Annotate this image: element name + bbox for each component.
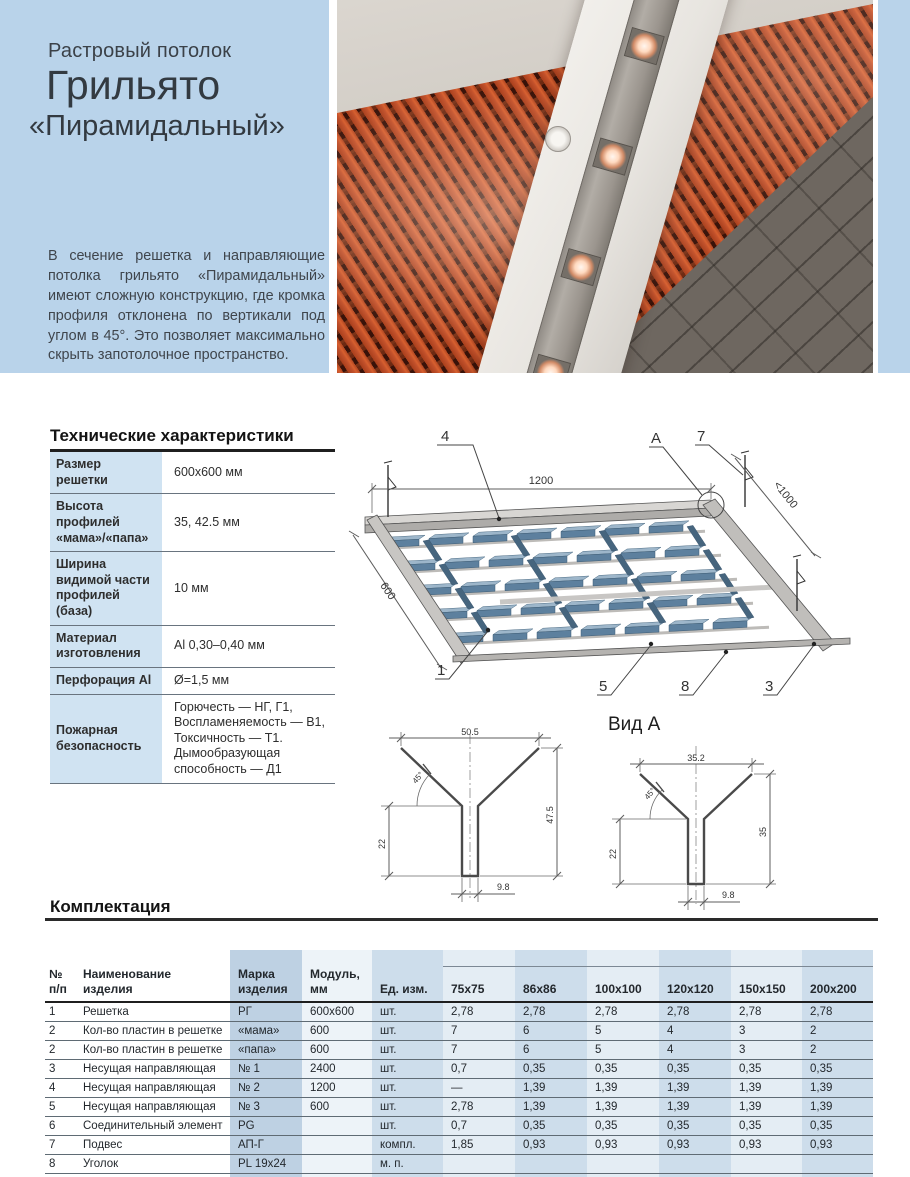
kit-cell — [302, 1136, 372, 1155]
kit-table — [45, 950, 873, 1177]
dim-1200: 1200 — [528, 475, 554, 487]
kit-cell: РГ — [230, 1002, 302, 1022]
kit-row — [45, 1002, 873, 1022]
kit-cell: 2 — [802, 1022, 873, 1041]
kit-cell: 4 — [659, 1022, 731, 1041]
kit-pad-cell — [802, 1174, 873, 1177]
recessed-lamp — [624, 27, 665, 65]
dim-1000: <1000 — [770, 479, 800, 511]
recessed-lamp — [592, 138, 633, 176]
kit-cell: 4 — [659, 1041, 731, 1060]
kit-cell — [515, 1155, 587, 1174]
kit-cell: м. п. — [372, 1155, 443, 1174]
kit-cell — [443, 1155, 515, 1174]
kit-cell: 1,39 — [515, 1079, 587, 1098]
grid-field — [345, 413, 910, 713]
dim-top-width: 50.5 — [461, 727, 479, 737]
kit-cell: Решетка — [75, 1002, 230, 1022]
kit-cell: Подвес — [75, 1136, 230, 1155]
callout-1: 1 — [437, 662, 446, 679]
table-row — [50, 451, 335, 494]
kit-cell: Уголок — [75, 1155, 230, 1174]
dim-angle: 45° — [410, 770, 426, 786]
kit-cell: 600 — [302, 1022, 372, 1041]
kit-cell: шт. — [372, 1117, 443, 1136]
kit-cell: Несущая направляющая — [75, 1079, 230, 1098]
kit-pad-cell — [45, 1174, 75, 1177]
hero-paragraph: В сечение решетка и направляющие потолка грильято «Пирамидальный» имеют сложную конструкцию, где кромка профиля отклонена по вертикали под углом в 45°. Это позволяет максимально скрыть запотолочное пространство. — [48, 248, 325, 364]
kit-col-size: 100x100 — [587, 950, 659, 1002]
kit-cell: 5 — [45, 1098, 75, 1117]
spec-label: Ширина видимой части профилей (база) — [50, 552, 162, 626]
kit-cell: 2400 — [302, 1060, 372, 1079]
kit-pad-cell — [302, 1174, 372, 1177]
kit-pad-cell — [230, 1174, 302, 1177]
kit-cell: 6 — [515, 1022, 587, 1041]
callout-8: 8 — [681, 678, 690, 695]
recessed-lamp — [560, 248, 601, 286]
kit-cell: 0,93 — [587, 1136, 659, 1155]
kit-cell: — — [443, 1079, 515, 1098]
kit-row — [45, 1117, 873, 1136]
table-row — [50, 552, 335, 626]
kit-cell: 0,35 — [515, 1060, 587, 1079]
kit-cell: «мама» — [230, 1022, 302, 1041]
kit-cell: АП-Г — [230, 1136, 302, 1155]
spec-value: 600x600 мм — [162, 451, 335, 494]
kit-cell: Несущая направляющая — [75, 1060, 230, 1079]
kit-cell: шт. — [372, 1079, 443, 1098]
kit-cell: PL 19x24 — [230, 1155, 302, 1174]
kit-cell: 600 — [302, 1041, 372, 1060]
dim-height: 35 — [758, 826, 768, 838]
kit-cell: 2 — [45, 1041, 75, 1060]
kit-cell: 0,35 — [731, 1117, 802, 1136]
kit-cell: шт. — [372, 1022, 443, 1041]
kit-cell: PG — [230, 1117, 302, 1136]
kit-col-name: Наименование изделия — [75, 950, 230, 1002]
dim-top-width: 35.2 — [687, 753, 705, 763]
kit-cell: 1,39 — [731, 1079, 802, 1098]
hanger-icon — [741, 451, 753, 507]
kit-row — [45, 1041, 873, 1060]
kit-cell — [802, 1155, 873, 1174]
kit-cell: 0,7 — [443, 1060, 515, 1079]
kit-cell: 1,39 — [659, 1079, 731, 1098]
page-title: Грильято — [46, 62, 221, 108]
kit-cell: 2,78 — [659, 1002, 731, 1022]
kit-pad-row — [45, 1174, 873, 1177]
kit-cell: шт. — [372, 1002, 443, 1022]
page-subtitle: «Пирамидальный» — [29, 110, 285, 142]
kit-cell: 8 — [45, 1155, 75, 1174]
kit-col-size: 86x86 — [515, 950, 587, 1002]
kit-cell: 6 — [515, 1041, 587, 1060]
kit-row — [45, 1136, 873, 1155]
kit-pad-cell — [372, 1174, 443, 1177]
kit-cell: 1,39 — [802, 1098, 873, 1117]
kit-cell: Кол-во пластин в решетке — [75, 1041, 230, 1060]
kit-cell — [587, 1155, 659, 1174]
kit-cell: 600 — [302, 1098, 372, 1117]
hero-panel — [0, 0, 329, 373]
profile-section-small — [588, 734, 783, 916]
kit-pad-cell — [515, 1174, 587, 1177]
kit-cell: 2,78 — [731, 1002, 802, 1022]
kit-cell: 1,39 — [587, 1079, 659, 1098]
kit-cell: № 3 — [230, 1098, 302, 1117]
callout-5: 5 — [599, 678, 608, 695]
kit-cell: 0,35 — [659, 1060, 731, 1079]
spec-value: 10 мм — [162, 552, 335, 626]
kit-col-size: 150x150 — [731, 950, 802, 1002]
dim-lower: 22 — [377, 838, 387, 850]
spec-value: 35, 42.5 мм — [162, 494, 335, 552]
kit-cell — [302, 1117, 372, 1136]
callout-A: А — [651, 430, 662, 447]
spec-label: Размер решетки — [50, 451, 162, 494]
kit-cell: № 1 — [230, 1060, 302, 1079]
kit-cell: 0,35 — [802, 1117, 873, 1136]
kit-cell: Несущая направляющая — [75, 1098, 230, 1117]
kit-cell: 0,35 — [587, 1060, 659, 1079]
kit-cell: 4 — [45, 1079, 75, 1098]
kit-cell: 0,35 — [515, 1117, 587, 1136]
kit-cell: 1,85 — [443, 1136, 515, 1155]
specs-table — [50, 449, 335, 784]
kit-cell: 7 — [45, 1136, 75, 1155]
kit-cell: компл. — [372, 1136, 443, 1155]
callout-3: 3 — [765, 678, 774, 695]
view-a-heading: Вид А — [608, 714, 661, 735]
kit-cell: 1,39 — [587, 1098, 659, 1117]
kit-cell: 6 — [45, 1117, 75, 1136]
kit-col-unit: Ед. изм. — [372, 950, 443, 1002]
callout-7: 7 — [697, 428, 706, 445]
kit-cell: 0,7 — [443, 1117, 515, 1136]
kit-cell: 1 — [45, 1002, 75, 1022]
kit-table-wrap — [45, 950, 873, 1177]
dim-height: 47.5 — [545, 806, 555, 824]
kit-cell: шт. — [372, 1041, 443, 1060]
kit-cell: 3 — [731, 1022, 802, 1041]
kit-table-body — [45, 1002, 873, 1174]
kit-cell — [302, 1155, 372, 1174]
kit-cell: 2,78 — [515, 1002, 587, 1022]
kit-cell: 1,39 — [731, 1098, 802, 1117]
kit-heading: Комплектация — [50, 897, 171, 916]
kit-col-size: 120x120 — [659, 950, 731, 1002]
kit-col-size: 75x75 — [443, 950, 515, 1002]
kit-cell: 1200 — [302, 1079, 372, 1098]
kit-cell: 1,39 — [515, 1098, 587, 1117]
kit-pad-cell — [443, 1174, 515, 1177]
sprinkler-head — [545, 126, 571, 152]
table-row — [50, 494, 335, 552]
kit-pad-cell — [75, 1174, 230, 1177]
kit-cell: «папа» — [230, 1041, 302, 1060]
table-row — [50, 625, 335, 667]
kit-col-mark: Марка изделия — [230, 950, 302, 1002]
ceiling-photo — [337, 0, 873, 373]
spec-label: Пожарная безопасность — [50, 694, 162, 783]
kit-cell: 2,78 — [443, 1002, 515, 1022]
table-row — [50, 667, 335, 694]
right-blue-strip — [878, 0, 910, 373]
kit-cell: шт. — [372, 1060, 443, 1079]
kit-cell: 0,93 — [802, 1136, 873, 1155]
kit-row — [45, 1098, 873, 1117]
kit-cell: 1,39 — [802, 1079, 873, 1098]
kit-cell: № 2 — [230, 1079, 302, 1098]
kit-cell: 5 — [587, 1022, 659, 1041]
assembly-diagram — [345, 413, 910, 713]
kit-pad-cell — [587, 1174, 659, 1177]
kit-row — [45, 1079, 873, 1098]
profile-section-large — [363, 726, 568, 916]
kit-cell: 0,93 — [731, 1136, 802, 1155]
kit-cell: 7 — [443, 1041, 515, 1060]
spec-label: Перфорация Al — [50, 667, 162, 694]
spec-value: Горючесть — НГ, Г1, Воспламеняемость — В1, Токсичность — Т1. Дымообразующая способность — Д1 — [162, 694, 335, 783]
kit-cell: 5 — [587, 1041, 659, 1060]
kit-cell: Соединительный элемент — [75, 1117, 230, 1136]
kit-row — [45, 1022, 873, 1041]
kit-cell: 0,35 — [587, 1117, 659, 1136]
kit-cell: 3 — [45, 1060, 75, 1079]
kit-cell: 2 — [45, 1022, 75, 1041]
kit-table-foot — [45, 1174, 873, 1177]
kit-cell: Кол-во пластин в решетке — [75, 1022, 230, 1041]
kit-cell: 2,78 — [443, 1098, 515, 1117]
specs-heading: Технические характеристики — [50, 426, 294, 445]
spec-value: Ø=1,5 мм — [162, 667, 335, 694]
spec-label: Материал изготовления — [50, 625, 162, 667]
kit-pad-cell — [659, 1174, 731, 1177]
dim-base: 9.8 — [497, 882, 510, 892]
kit-pad-cell — [731, 1174, 802, 1177]
kit-cell: 0,93 — [515, 1136, 587, 1155]
kit-cell: 2 — [802, 1041, 873, 1060]
callout-4: 4 — [441, 428, 450, 445]
kit-cell: 2,78 — [587, 1002, 659, 1022]
kit-heading-rule — [45, 918, 878, 921]
kit-cell: 0,35 — [731, 1060, 802, 1079]
spec-value: Al 0,30–0,40 мм — [162, 625, 335, 667]
kit-cell: 0,93 — [659, 1136, 731, 1155]
dim-lower: 22 — [608, 848, 618, 860]
size-group-rule — [443, 966, 873, 967]
kit-cell: 3 — [731, 1041, 802, 1060]
kit-cell — [731, 1155, 802, 1174]
kit-cell: 1,39 — [659, 1098, 731, 1117]
dim-angle: 45° — [642, 786, 658, 802]
kit-row — [45, 1155, 873, 1174]
kit-cell: шт. — [372, 1098, 443, 1117]
kit-col-num: № п/п — [45, 950, 75, 1002]
hero-eyebrow: Растровый потолок — [48, 40, 232, 62]
dim-base: 9.8 — [722, 890, 735, 900]
kit-cell: 0,35 — [659, 1117, 731, 1136]
kit-cell — [659, 1155, 731, 1174]
kit-col-module: Модуль, мм — [302, 950, 372, 1002]
kit-row — [45, 1060, 873, 1079]
kit-header-row — [45, 950, 873, 1002]
kit-cell: 0,35 — [802, 1060, 873, 1079]
kit-cell: 600x600 — [302, 1002, 372, 1022]
spec-label: Высота профилей «мама»/«папа» — [50, 494, 162, 552]
kit-cell: 2,78 — [802, 1002, 873, 1022]
table-row — [50, 694, 335, 783]
kit-cell: 7 — [443, 1022, 515, 1041]
dim-600: 600 — [377, 580, 398, 603]
recessed-lamp — [530, 354, 571, 373]
kit-col-size: 200x200 — [802, 950, 873, 1002]
